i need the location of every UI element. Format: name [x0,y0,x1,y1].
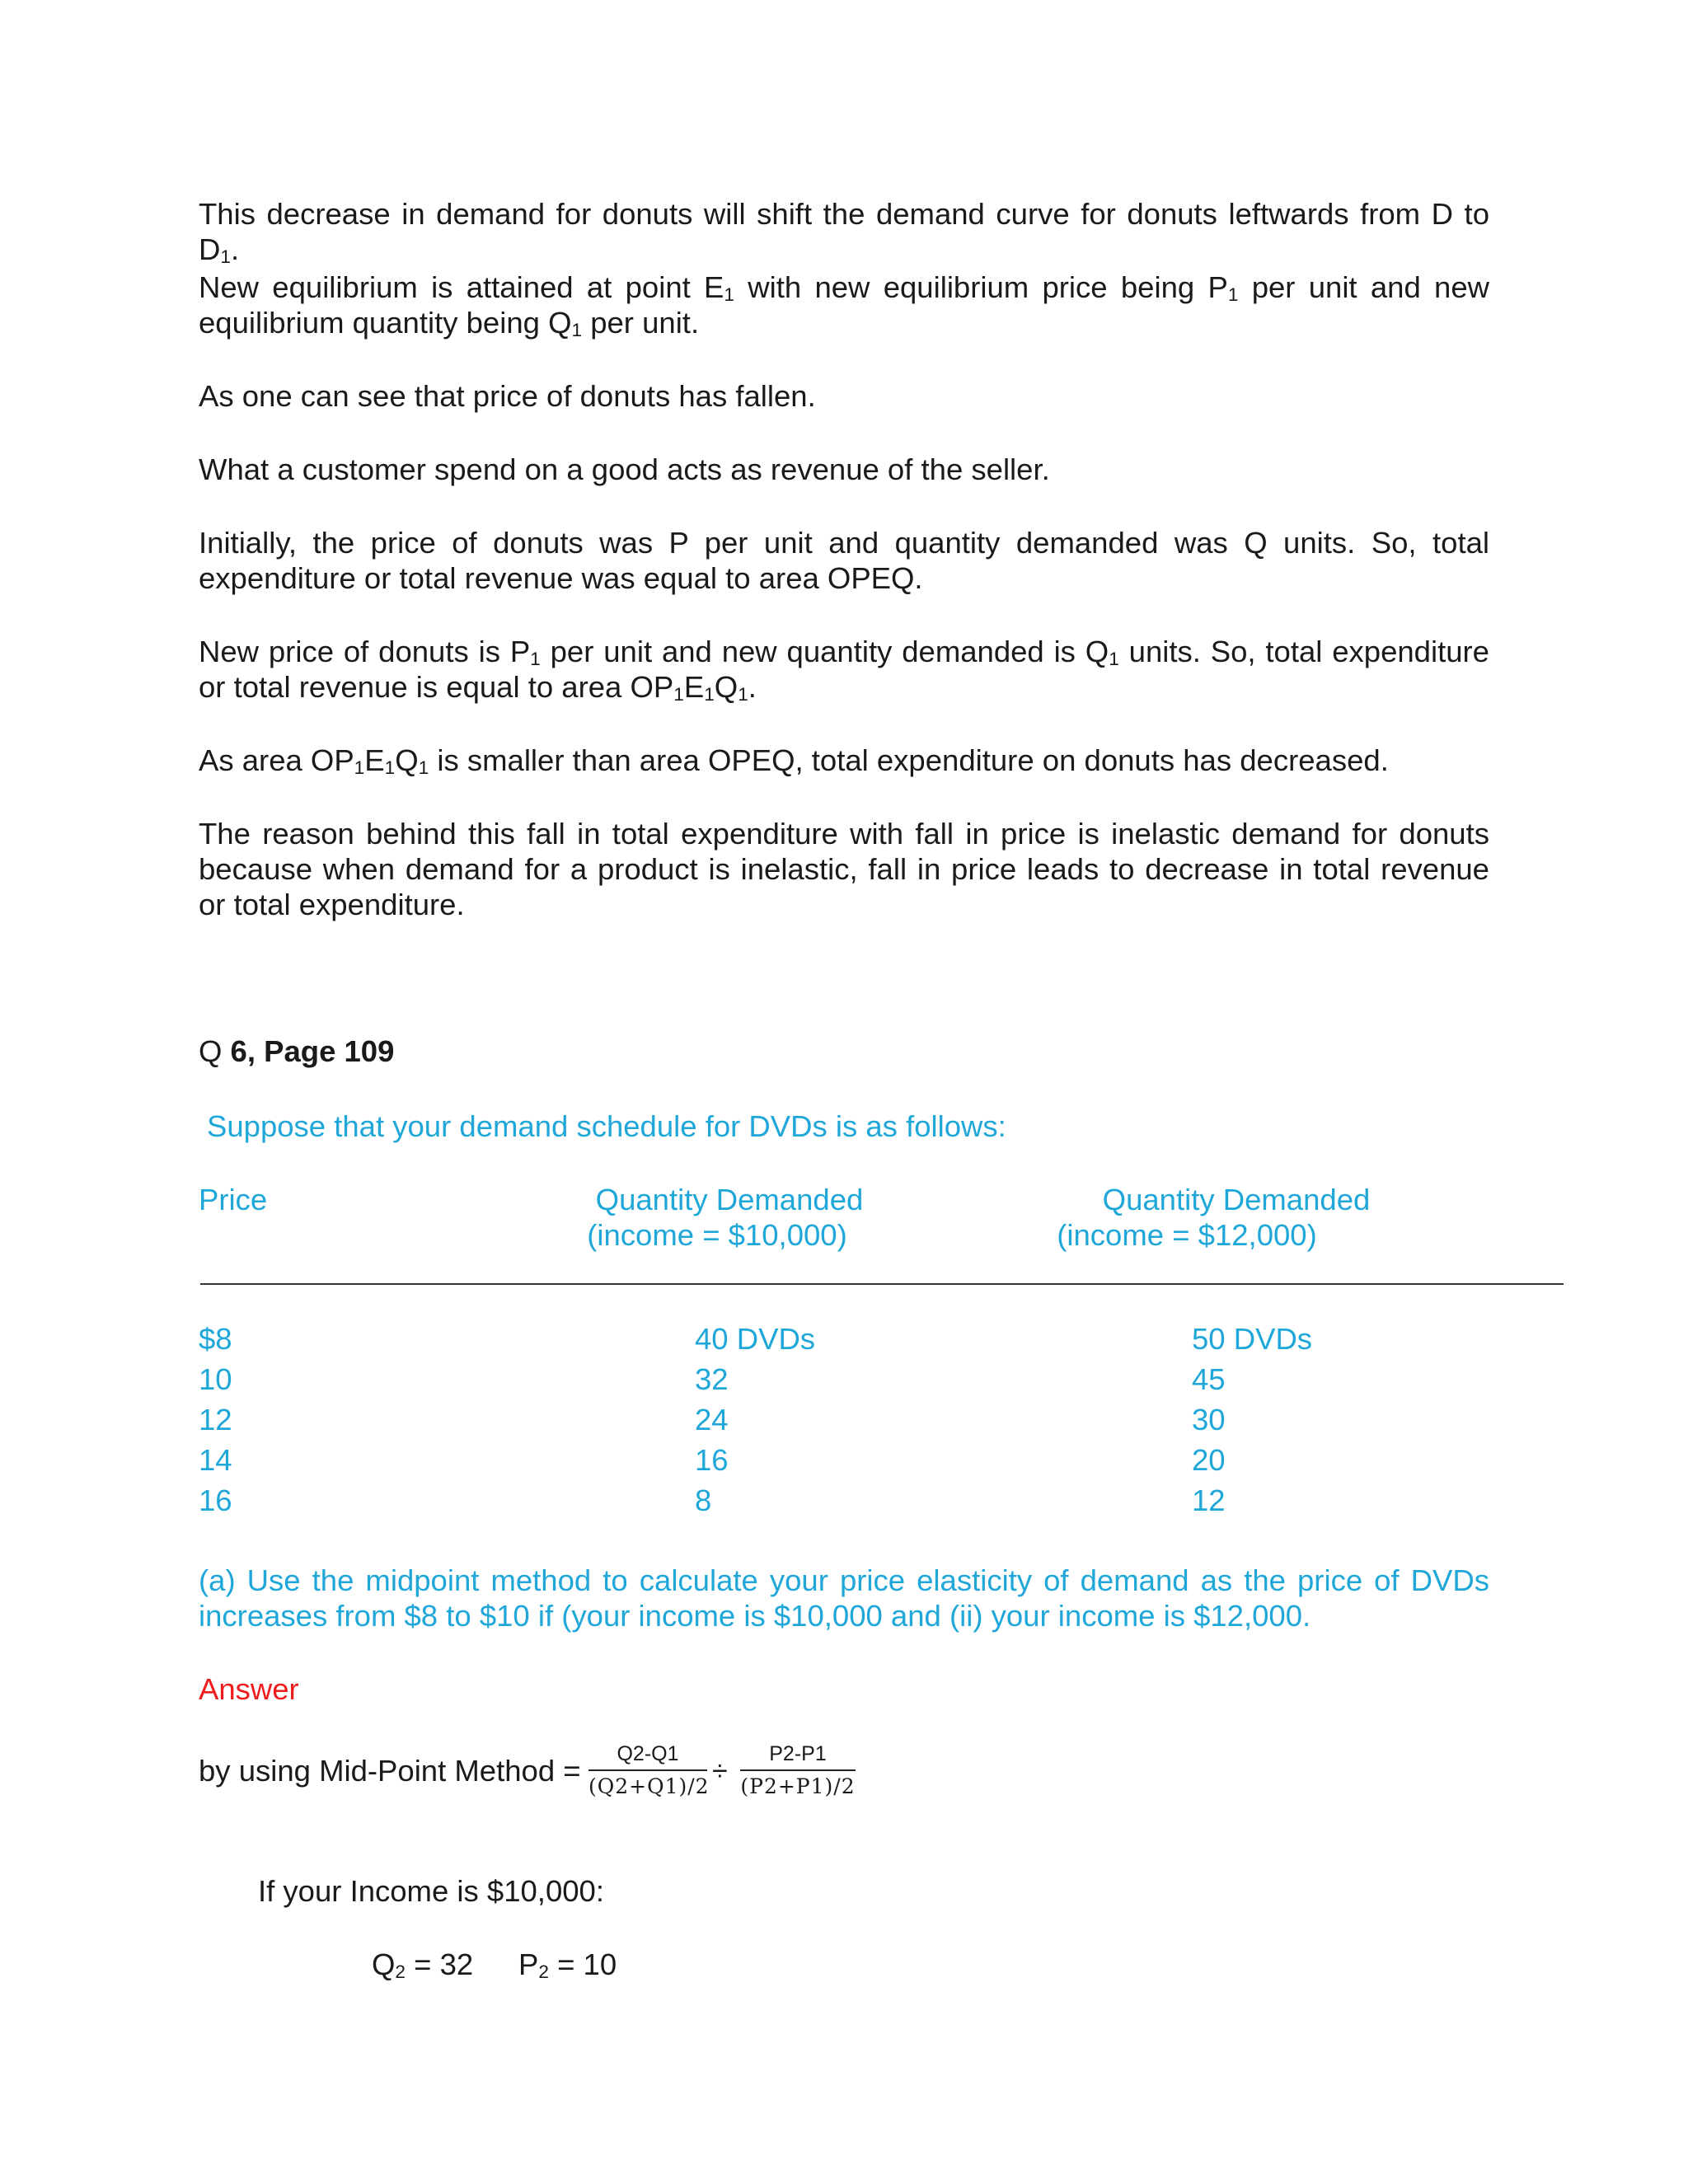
formula-numerator-price: P2-P1 [769,1742,827,1765]
value-q2: $Q_2 = 32$ [372,1947,474,1983]
question-heading [199,1033,394,1069]
answer-label: Answer [199,1672,299,1706]
table-cell-price: 10 [199,1362,232,1396]
question-intro: Suppose that your demand schedule for DVDs is as follows: [207,1109,1006,1143]
paragraph-new-equilibrium: New equilibrium is attained at point $E_1$ with new equilibrium price being $P_1$ per unit and new equilibrium quantity being $Q_1$ per unit. [199,270,1489,341]
formula-denominator-price: (P2+P1)/2 [740,1774,856,1798]
table-column-qd-income-10000 [695,1319,815,1521]
table-cell-qd1: 32 [695,1362,729,1396]
table-header-qd2-line1: Quantity Demanded [1102,1183,1371,1216]
paragraph-inelastic-reason: The reason behind this fall in total expenditure with fall in price is inelastic demand for donuts because when demand for a product is inelastic, fall in price leads to decrease in total revenue or total expenditure. [199,817,1489,921]
paragraph-customer-spend: What a customer spend on a good acts as revenue of the seller. [199,452,1050,486]
table-cell-qd2: 20 [1192,1443,1226,1477]
table-column-price [199,1319,232,1521]
question-prefix: Q [199,1034,231,1068]
table-header-qd-income-10000 [536,1182,923,1253]
formula-fraction-price [740,1741,856,1799]
table-cell-qd1: 24 [695,1403,729,1436]
table-cell-price: 14 [199,1443,232,1477]
table-cell-qd2: 12 [1192,1483,1226,1517]
fraction-bar [740,1769,856,1771]
table-divider [200,1283,1564,1285]
table-cell-price: 16 [199,1483,232,1517]
table-cell-qd2: 50 DVDs [1192,1322,1313,1356]
table-cell-qd1: 40 DVDs [695,1322,816,1356]
table-header-qd2-line2: (income = $12,000) [1057,1218,1317,1252]
table-header-qd1-line1: Quantity Demanded [595,1183,864,1216]
table-column-qd-income-12000 [1192,1319,1312,1521]
formula-denominator-quantity: (Q2+Q1)/2 [588,1774,710,1798]
paragraph-demand-shift: This decrease in demand for donuts will shift the demand curve for donuts leftwards from D to $D_1$. [199,197,1489,268]
fraction-bar [588,1769,707,1771]
table-cell-qd1: 16 [695,1443,729,1477]
paragraph-new-expenditure: New price of donuts is $P_1$ per unit and new quantity demanded is $Q_1$ units. So, total expenditure or total revenue is equal to area $OP_1E_1Q_1$. [199,635,1489,705]
table-cell-price: 12 [199,1403,232,1436]
income-case-label: If your Income is $10,000: [258,1874,604,1908]
question-label: 6, Page 109 [230,1034,395,1068]
table-header-qd-income-12000 [1014,1182,1426,1253]
formula-lead: by using Mid-Point Method = [199,1754,581,1788]
paragraph-price-fallen: As one can see that price of donuts has fallen. [199,379,816,413]
table-header-qd1-line2: (income = $10,000) [587,1218,847,1252]
table-cell-qd2: 30 [1192,1403,1226,1436]
formula-fraction-quantity [588,1741,710,1799]
table-cell-qd2: 45 [1192,1362,1226,1396]
part-a-question: (a) Use the midpoint method to calculate your price elasticity of demand as the price of DVDs increases from $8 to $10 if (your income is $10,000 and (ii) your income is $12,000. [199,1563,1489,1633]
table-header-price: Price [199,1183,268,1216]
paragraph-initial-expenditure: Initially, the price of donuts was P per unit and quantity demanded was Q units. So, total expenditure or total revenue was equal to area OPEQ. [199,526,1489,595]
formula-numerator-quantity: Q2-Q1 [617,1742,679,1765]
table-cell-price: $8 [199,1322,232,1356]
paragraph-area-comparison: As area $OP_1E_1Q_1$ is smaller than area OPEQ, total expenditure on donuts has decreased. [199,743,1389,779]
value-p2: $P_2 = 10$ [518,1947,617,1983]
table-cell-qd1: 8 [695,1483,712,1517]
divide-sign: ÷ [712,1755,728,1787]
